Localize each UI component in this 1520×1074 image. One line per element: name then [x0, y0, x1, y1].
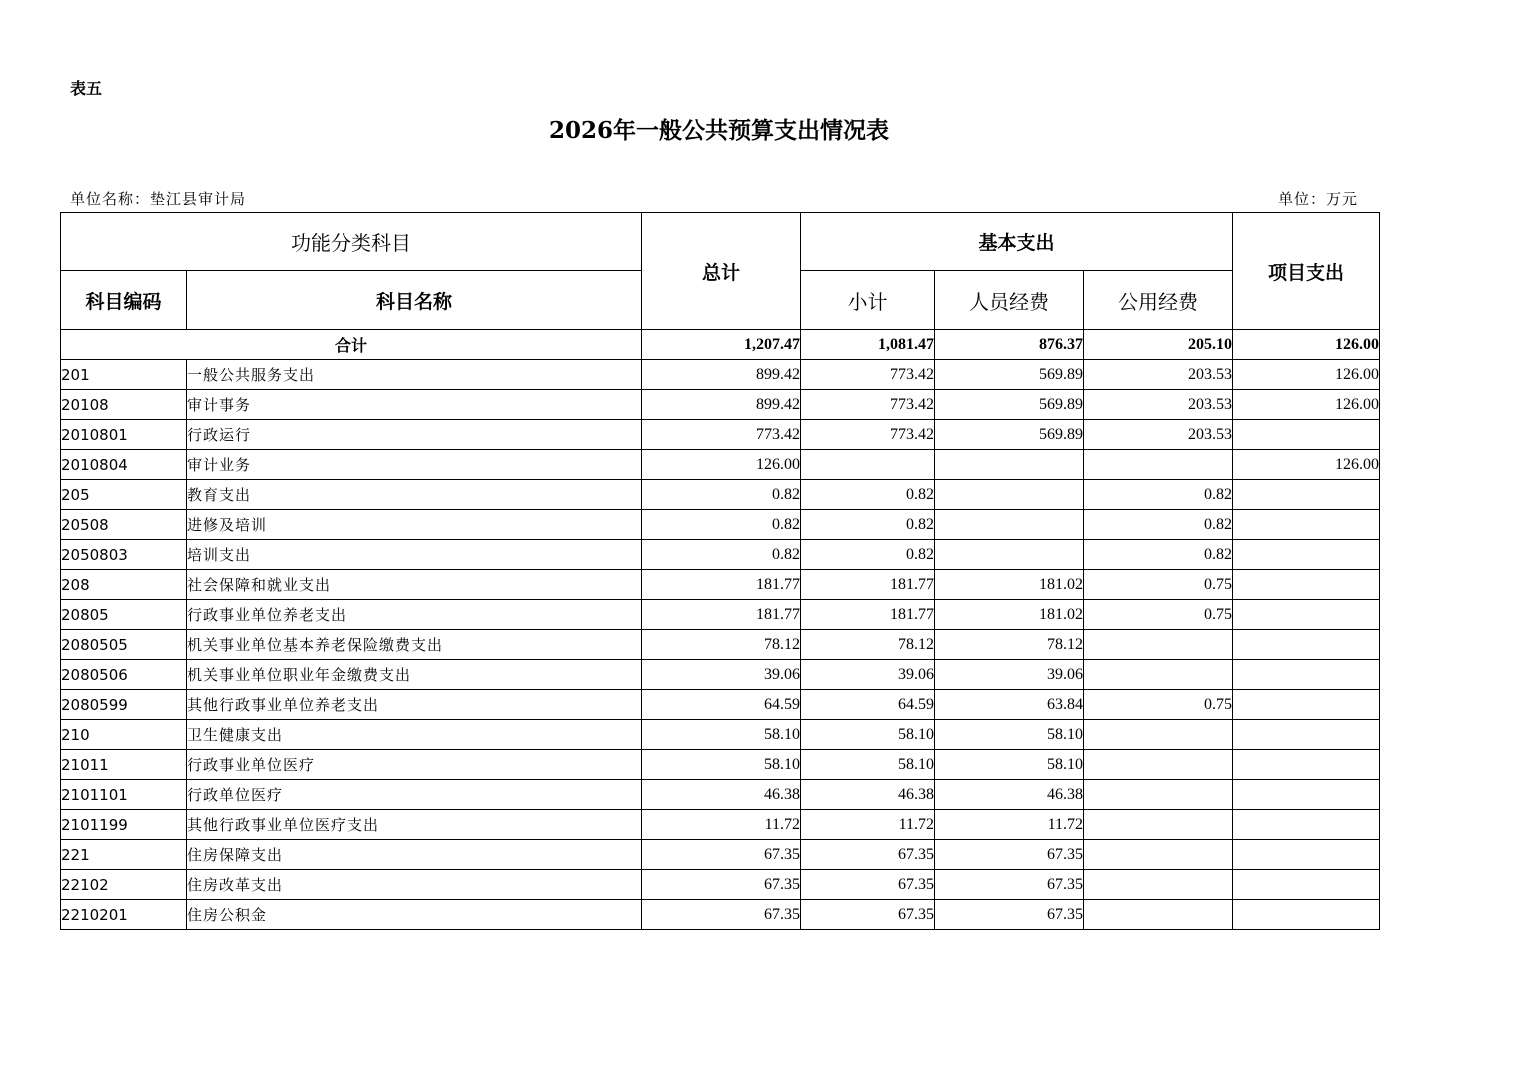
cell-public-use: 0.75 [1084, 600, 1233, 630]
cell-subtotal [801, 450, 935, 480]
cell-project [1233, 750, 1380, 780]
cell-personnel: 67.35 [935, 900, 1084, 930]
cell-project: 126.00 [1233, 450, 1380, 480]
total-cell-personnel: 876.37 [935, 330, 1084, 360]
cell-personnel: 181.02 [935, 570, 1084, 600]
subject-name: 行政运行 [187, 420, 642, 450]
total-cell-project: 126.00 [1233, 330, 1380, 360]
cell-total: 0.82 [642, 510, 801, 540]
subject-code: 201 [61, 360, 187, 390]
subject-name: 卫生健康支出 [187, 720, 642, 750]
subject-code: 20508 [61, 510, 187, 540]
cell-public-use [1084, 630, 1233, 660]
subject-code: 2080599 [61, 690, 187, 720]
cell-personnel: 39.06 [935, 660, 1084, 690]
col-project-header: 项目支出 [1233, 213, 1380, 330]
cell-personnel: 58.10 [935, 750, 1084, 780]
subject-code: 2010801 [61, 420, 187, 450]
cell-subtotal: 64.59 [801, 690, 935, 720]
cell-public-use: 203.53 [1084, 360, 1233, 390]
subject-name: 机关事业单位职业年金缴费支出 [187, 660, 642, 690]
cell-subtotal: 181.77 [801, 600, 935, 630]
cell-project [1233, 660, 1380, 690]
cell-project [1233, 630, 1380, 660]
cell-subtotal: 773.42 [801, 420, 935, 450]
table-row [61, 780, 1380, 810]
cell-total: 67.35 [642, 840, 801, 870]
cell-subtotal: 67.35 [801, 900, 935, 930]
subject-name: 住房改革支出 [187, 870, 642, 900]
cell-public-use: 0.82 [1084, 480, 1233, 510]
subject-code: 221 [61, 840, 187, 870]
col-name-header: 科目名称 [187, 271, 642, 330]
cell-total: 58.10 [642, 720, 801, 750]
budget-table [60, 212, 1380, 930]
cell-public-use [1084, 840, 1233, 870]
cell-project [1233, 840, 1380, 870]
cell-public-use [1084, 750, 1233, 780]
cell-total: 67.35 [642, 870, 801, 900]
cell-personnel: 58.10 [935, 720, 1084, 750]
cell-public-use [1084, 780, 1233, 810]
cell-project [1233, 480, 1380, 510]
subject-name: 行政单位医疗 [187, 780, 642, 810]
table-row [61, 360, 1380, 390]
subject-name: 住房公积金 [187, 900, 642, 930]
table-label: 表五 [70, 79, 103, 98]
cell-public-use [1084, 900, 1233, 930]
cell-personnel: 67.35 [935, 870, 1084, 900]
subject-name: 行政事业单位养老支出 [187, 600, 642, 630]
table-row [61, 570, 1380, 600]
subject-code: 21011 [61, 750, 187, 780]
table-row [61, 900, 1380, 930]
page-title: 2026年一般公共预算支出情况表 [548, 117, 889, 144]
cell-total: 773.42 [642, 420, 801, 450]
cell-personnel: 11.72 [935, 810, 1084, 840]
col-personnel-header: 人员经费 [935, 271, 1084, 330]
col-functional-header: 功能分类科目 [61, 213, 642, 271]
cell-public-use [1084, 450, 1233, 480]
subject-code: 20805 [61, 600, 187, 630]
cell-project [1233, 720, 1380, 750]
cell-subtotal: 0.82 [801, 540, 935, 570]
cell-total: 0.82 [642, 540, 801, 570]
subject-code: 210 [61, 720, 187, 750]
cell-total: 78.12 [642, 630, 801, 660]
table-row [61, 510, 1380, 540]
subject-code: 2080506 [61, 660, 187, 690]
table-row [61, 690, 1380, 720]
cell-subtotal: 773.42 [801, 360, 935, 390]
cell-total: 181.77 [642, 570, 801, 600]
table-row [61, 810, 1380, 840]
cell-public-use [1084, 810, 1233, 840]
cell-personnel [935, 540, 1084, 570]
subject-name: 住房保障支出 [187, 840, 642, 870]
cell-personnel: 569.89 [935, 390, 1084, 420]
total-cell-subtotal: 1,081.47 [801, 330, 935, 360]
cell-public-use [1084, 660, 1233, 690]
subject-name: 一般公共服务支出 [187, 360, 642, 390]
cell-public-use: 0.75 [1084, 690, 1233, 720]
cell-total: 899.42 [642, 360, 801, 390]
subject-code: 208 [61, 570, 187, 600]
cell-public-use [1084, 870, 1233, 900]
cell-public-use: 0.82 [1084, 510, 1233, 540]
cell-public-use: 203.53 [1084, 390, 1233, 420]
table-row [61, 750, 1380, 780]
table-row [61, 630, 1380, 660]
cell-subtotal: 67.35 [801, 870, 935, 900]
cell-personnel: 63.84 [935, 690, 1084, 720]
table-row [61, 390, 1380, 420]
cell-personnel: 78.12 [935, 630, 1084, 660]
cell-subtotal: 0.82 [801, 510, 935, 540]
subject-name: 机关事业单位基本养老保险缴费支出 [187, 630, 642, 660]
cell-project [1233, 540, 1380, 570]
cell-public-use [1084, 720, 1233, 750]
cell-personnel: 569.89 [935, 420, 1084, 450]
cell-project [1233, 690, 1380, 720]
subject-code: 2101199 [61, 810, 187, 840]
subject-name: 教育支出 [187, 480, 642, 510]
cell-total: 899.42 [642, 390, 801, 420]
total-cell-public-use: 205.10 [1084, 330, 1233, 360]
cell-subtotal: 0.82 [801, 480, 935, 510]
header-row-1 [61, 213, 1380, 271]
cell-total: 67.35 [642, 900, 801, 930]
subject-code: 2050803 [61, 540, 187, 570]
cell-personnel [935, 510, 1084, 540]
cell-project [1233, 900, 1380, 930]
subject-name: 行政事业单位医疗 [187, 750, 642, 780]
cell-public-use: 0.75 [1084, 570, 1233, 600]
cell-personnel: 46.38 [935, 780, 1084, 810]
col-code-header: 科目编码 [61, 271, 187, 330]
cell-subtotal: 773.42 [801, 390, 935, 420]
cell-project [1233, 600, 1380, 630]
cell-total: 58.10 [642, 750, 801, 780]
subject-name: 其他行政事业单位养老支出 [187, 690, 642, 720]
table-row [61, 870, 1380, 900]
cell-subtotal: 58.10 [801, 720, 935, 750]
unit-name: 单位名称：垫江县审计局 [70, 190, 247, 208]
subject-name: 审计事务 [187, 390, 642, 420]
cell-project: 126.00 [1233, 360, 1380, 390]
cell-total: 11.72 [642, 810, 801, 840]
total-row [61, 330, 1380, 360]
cell-project [1233, 810, 1380, 840]
cell-subtotal: 39.06 [801, 660, 935, 690]
unit-label: 单位：万元 [1278, 190, 1359, 208]
cell-subtotal: 181.77 [801, 570, 935, 600]
subject-name: 培训支出 [187, 540, 642, 570]
table-row [61, 540, 1380, 570]
subject-code: 22102 [61, 870, 187, 900]
col-total-header: 总计 [642, 213, 801, 330]
subject-name: 审计业务 [187, 450, 642, 480]
cell-total: 0.82 [642, 480, 801, 510]
subject-code: 2101101 [61, 780, 187, 810]
cell-personnel [935, 480, 1084, 510]
table-row [61, 480, 1380, 510]
cell-public-use: 203.53 [1084, 420, 1233, 450]
subject-code: 20108 [61, 390, 187, 420]
cell-project [1233, 510, 1380, 540]
cell-personnel [935, 450, 1084, 480]
subject-name: 进修及培训 [187, 510, 642, 540]
cell-project [1233, 570, 1380, 600]
cell-project [1233, 780, 1380, 810]
col-public-use-header: 公用经费 [1084, 271, 1233, 330]
table-row [61, 600, 1380, 630]
cell-total: 46.38 [642, 780, 801, 810]
col-subtotal-header: 小计 [801, 271, 935, 330]
col-basic-header: 基本支出 [801, 213, 1233, 271]
cell-subtotal: 11.72 [801, 810, 935, 840]
table-row [61, 450, 1380, 480]
cell-total: 64.59 [642, 690, 801, 720]
subject-name: 社会保障和就业支出 [187, 570, 642, 600]
cell-personnel: 67.35 [935, 840, 1084, 870]
total-label: 合计 [61, 330, 642, 360]
subject-code: 2010804 [61, 450, 187, 480]
table-row [61, 840, 1380, 870]
cell-total: 181.77 [642, 600, 801, 630]
total-cell-total: 1,207.47 [642, 330, 801, 360]
cell-project: 126.00 [1233, 390, 1380, 420]
cell-project [1233, 870, 1380, 900]
cell-subtotal: 58.10 [801, 750, 935, 780]
cell-subtotal: 67.35 [801, 840, 935, 870]
table-row [61, 420, 1380, 450]
table-row [61, 660, 1380, 690]
cell-subtotal: 78.12 [801, 630, 935, 660]
subject-name: 其他行政事业单位医疗支出 [187, 810, 642, 840]
subject-code: 205 [61, 480, 187, 510]
cell-personnel: 569.89 [935, 360, 1084, 390]
table-row [61, 720, 1380, 750]
cell-public-use: 0.82 [1084, 540, 1233, 570]
subject-code: 2210201 [61, 900, 187, 930]
cell-total: 39.06 [642, 660, 801, 690]
cell-personnel: 181.02 [935, 600, 1084, 630]
cell-subtotal: 46.38 [801, 780, 935, 810]
cell-project [1233, 420, 1380, 450]
subject-code: 2080505 [61, 630, 187, 660]
cell-total: 126.00 [642, 450, 801, 480]
